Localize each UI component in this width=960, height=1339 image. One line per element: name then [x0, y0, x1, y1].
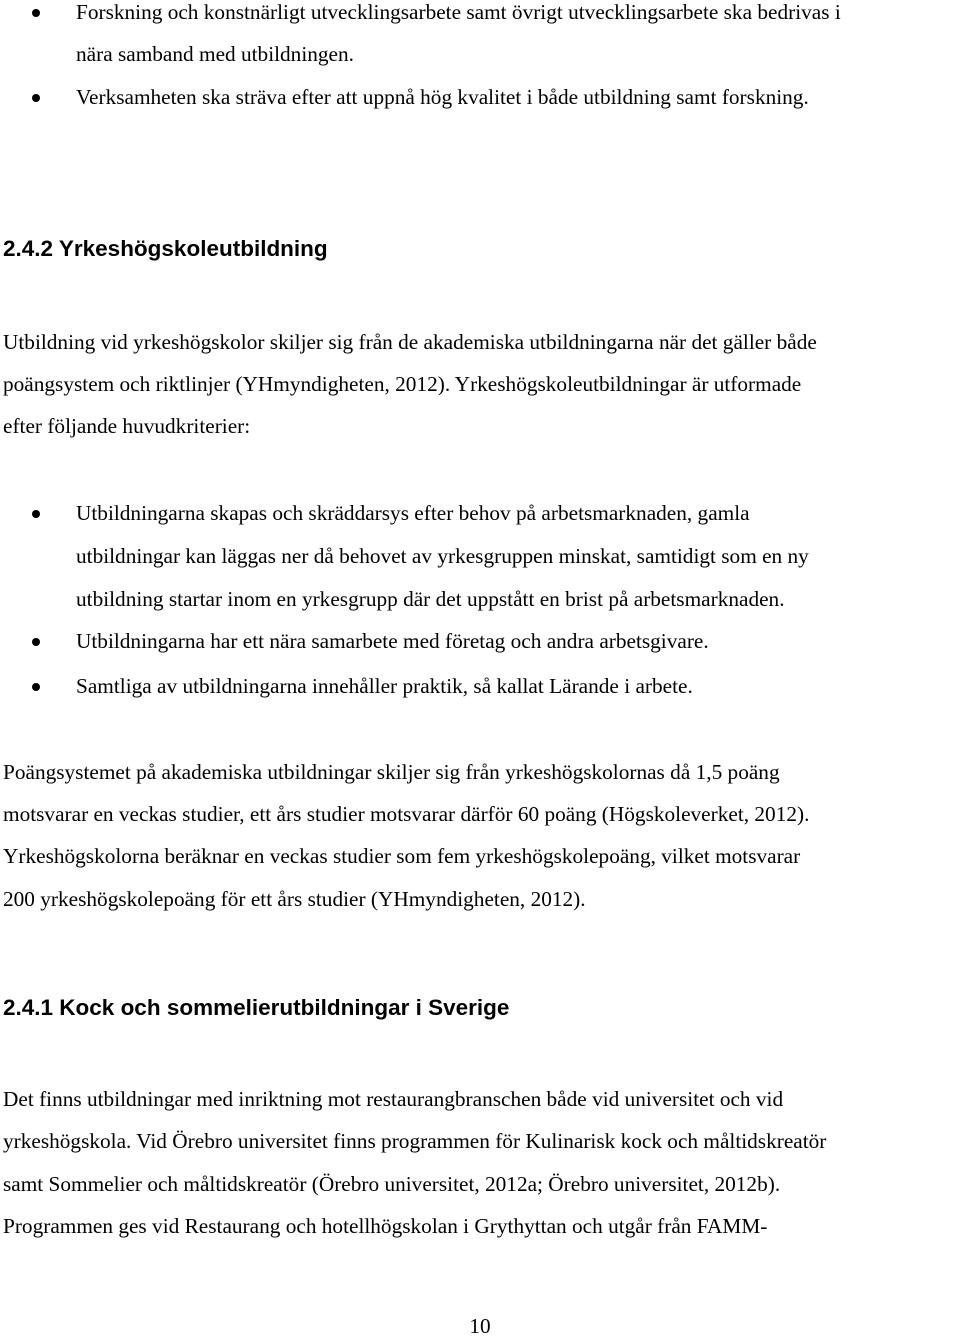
paragraph-line: motsvarar en veckas studier, ett års studier motsvarar därför 60 poäng (Högskoleverket, 2012). [3, 802, 810, 826]
list-item-line: Forskning och konstnärligt utvecklingsarbete samt övrigt utvecklingsarbete ska bedrivas i [76, 0, 841, 24]
bullet-marker [32, 683, 40, 691]
paragraph-line: yrkeshögskola. Vid Örebro universitet finns programmen för Kulinarisk kock och måltidskreatör [3, 1129, 827, 1153]
list-item-line: Utbildningarna skapas och skräddarsys efter behov på arbetsmarknaden, gamla [76, 501, 750, 525]
list-item-line: nära samband med utbildningen. [76, 42, 354, 66]
bullet-marker [32, 94, 40, 102]
bullet-marker [32, 510, 40, 518]
paragraph-line: samt Sommelier och måltidskreatör (Örebro universitet, 2012a; Örebro universitet, 2012b). [3, 1172, 781, 1196]
paragraph-line: Utbildning vid yrkeshögskolor skiljer sig från de akademiska utbildningarna när det gäller både [3, 330, 817, 354]
section-heading-2-4-1: 2.4.1 Kock och sommelierutbildningar i Sverige [3, 995, 510, 1020]
paragraph-line: Poängsystemet på akademiska utbildningar skiljer sig från yrkeshögskolornas då 1,5 poäng [3, 760, 780, 784]
paragraph-line: Det finns utbildningar med inriktning mot restaurangbranschen både vid universitet och vid [3, 1087, 784, 1111]
paragraph-line: Yrkeshögskolorna beräknar en veckas studier som fem yrkeshögskolepoäng, vilket motsvarar [3, 844, 801, 868]
list-item-line: Utbildningarna har ett nära samarbete med företag och andra arbetsgivare. [76, 629, 709, 653]
section-heading-2-4-2: 2.4.2 Yrkeshögskoleutbildning [3, 236, 328, 261]
page-number: 10 [469, 1314, 491, 1338]
paragraph-line: Programmen ges vid Restaurang och hotellhögskolan i Grythyttan och utgår från FAMM- [3, 1214, 768, 1238]
list-item-line: Samtliga av utbildningarna innehåller praktik, så kallat Lärande i arbete. [76, 674, 693, 698]
paragraph-line: 200 yrkeshögskolepoäng för ett års studier (YHmyndigheten, 2012). [3, 887, 586, 911]
bullet-marker [32, 9, 40, 17]
list-item-line: Verksamheten ska sträva efter att uppnå hög kvalitet i både utbildning samt forskning. [76, 85, 809, 109]
list-item-line: utbildningar kan läggas ner då behovet av yrkesgruppen minskat, samtidigt som en ny [76, 544, 809, 568]
list-item-line: utbildning startar inom en yrkesgrupp där det uppstått en brist på arbetsmarknaden. [76, 587, 785, 611]
paragraph-line: poängsystem och riktlinjer (YHmyndigheten, 2012). Yrkeshögskoleutbildningar är utformade [3, 372, 802, 396]
paragraph-line: efter följande huvudkriterier: [3, 414, 251, 438]
bullet-marker [32, 638, 40, 646]
